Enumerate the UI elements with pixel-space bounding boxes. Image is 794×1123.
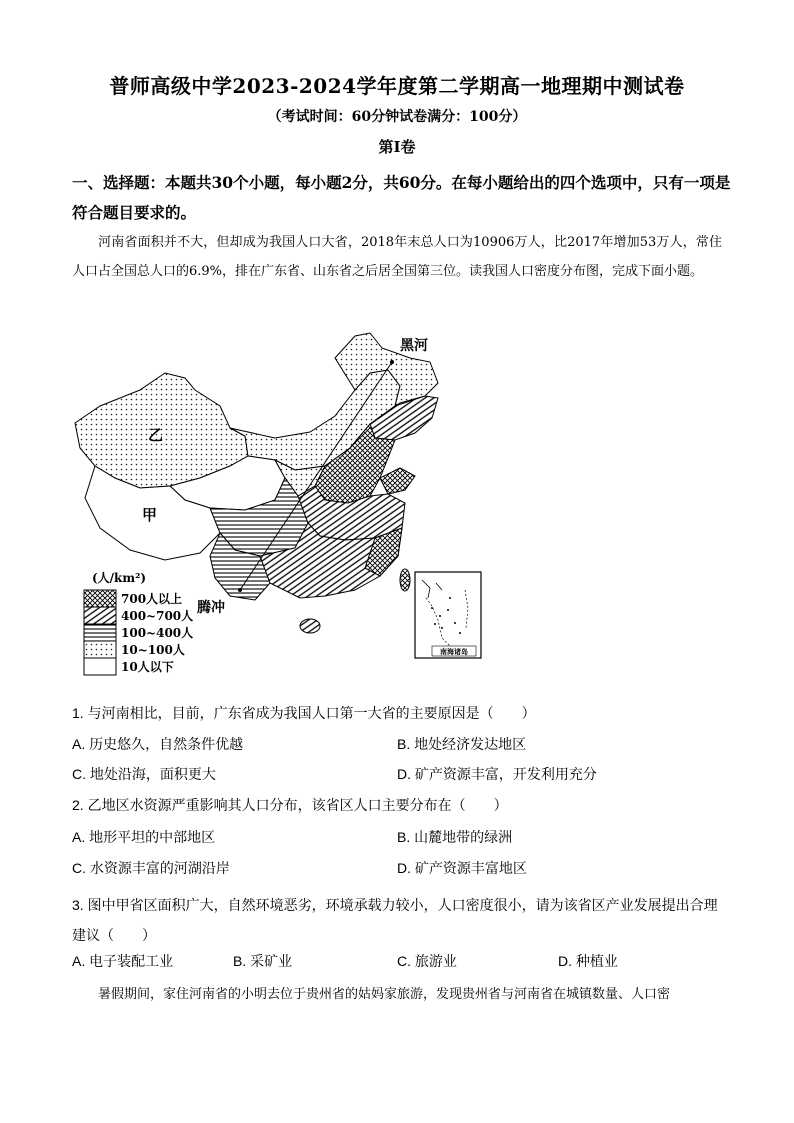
exam-title: 普师高级中学2023-2024学年度第二学期高一地理期中测试卷 — [109, 74, 685, 98]
legend-item-below-10: 10人以下 — [121, 660, 174, 674]
legend-item-100-400: 100~400人 — [121, 626, 194, 640]
question-2-option-d[interactable]: D. 矿产资源丰富地区 — [397, 860, 527, 876]
legend-unit: (人/km²) — [92, 571, 147, 585]
exam-subtitle: （考试时间：60分钟试卷满分：100分） — [267, 109, 527, 125]
map-legend — [84, 571, 193, 675]
section-heading: 一、选择题：本题共30个小题，每小题2分，共60分。在每小题给出的四个选项中，只有一项是符合题目要求的。 — [72, 173, 731, 222]
china-population-density-map — [70, 328, 490, 693]
question-3-stem: 3. 图中甲省区面积广大，自然环境恶劣，环境承载力较小，人口密度很小，请为该省区产业发展提出合理建议（ ） — [72, 897, 718, 943]
question-3-option-b[interactable]: B. 采矿业 — [233, 953, 293, 969]
region-shandong — [380, 468, 415, 494]
reading-passage — [72, 228, 722, 286]
question-3-option-d[interactable]: D. 种植业 — [558, 953, 618, 969]
question-3-option-a[interactable]: A. 电子装配工业 — [72, 953, 174, 969]
question-1-option-c[interactable]: C. 地处沿海，面积更大 — [72, 766, 216, 782]
question-2-stem: 2. 乙地区水资源严重影响其人口分布，该省区人口主要分布在（ ） — [72, 797, 508, 813]
question-2-option-c[interactable]: C. 水资源丰富的河湖沿岸 — [72, 860, 230, 876]
region-taiwan — [400, 569, 410, 591]
question-3-option-c[interactable]: C. 旅游业 — [397, 953, 457, 969]
reading-passage-2 — [72, 980, 722, 1009]
label-yi: 乙 — [148, 426, 164, 444]
south-sea-label: 南海诸岛 — [440, 648, 468, 656]
label-tengchong: 腾冲 — [197, 600, 225, 616]
question-1-option-b[interactable]: B. 地处经济发达地区 — [397, 736, 527, 752]
volume-heading: 第I卷 — [378, 138, 416, 156]
question-1-option-d[interactable]: D. 矿产资源丰富，开发利用充分 — [397, 766, 597, 782]
passage-text: 河南省面积并不大，但却成为我国人口大省，2018年末总人口为10906万人，比2017年增加53万人，常住人口占全国总人口的6.9%，排在广东省、山东省之后居全国第三位。读我国人口密度分布图，完成下面小题。 — [72, 235, 722, 279]
region-hainan — [300, 619, 320, 633]
legend-item-10-100: 10~100人 — [121, 643, 185, 657]
question-2-option-b[interactable]: B. 山麓地带的绿洲 — [397, 829, 513, 845]
legend-item-400-700: 400~700人 — [121, 609, 194, 623]
label-jia: 甲 — [142, 506, 158, 524]
legend-item-700-plus: 700人以上 — [121, 592, 183, 606]
question-1-option-a[interactable]: A. 历史悠久，自然条件优越 — [72, 736, 244, 752]
question-2-option-a[interactable]: A. 地形平坦的中部地区 — [72, 829, 216, 845]
south-sea-inset — [415, 572, 481, 658]
label-heihe: 黑河 — [400, 338, 428, 354]
passage-2-text: 暑假期间，家住河南省的小明去位于贵州省的姑妈家旅游，发现贵州省与河南省在城镇数量、人口密 — [98, 987, 671, 1002]
question-1-stem: 1. 与河南相比，目前，广东省成为我国人口第一大省的主要原因是（ ） — [72, 705, 536, 721]
